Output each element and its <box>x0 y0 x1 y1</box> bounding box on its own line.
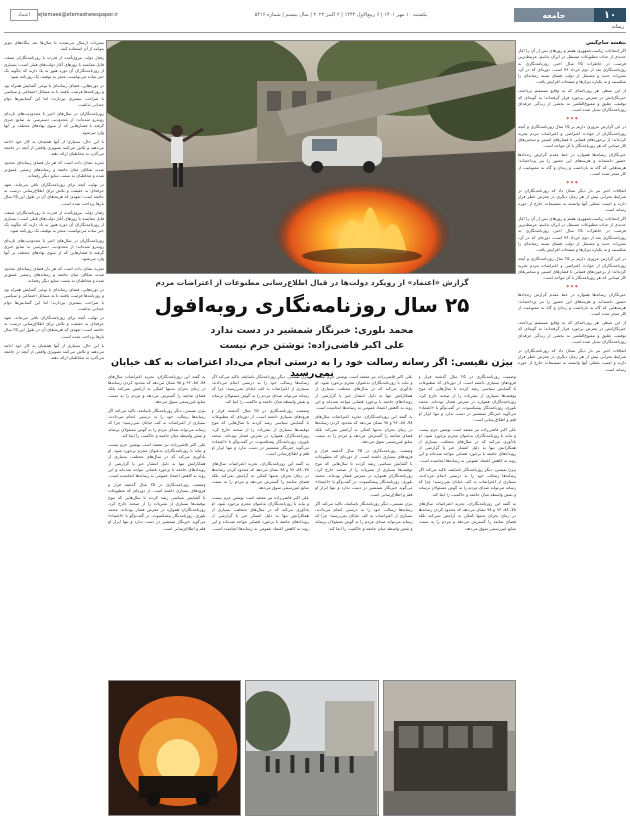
right-paragraph: اگر انتخابات ریاست‌جمهوری هفتم و روزهای پس از آن را اغاز جدیدی از حیات مطبوعات مستقل در ایران بدانیم، مرتبط‌ترین فرصت در خاطرات ۲۵ سال اخیر، روزنامه‌نگاری به روزنامه‌نگاری بعد از دوم خرداد ۷۶ است، دوره‌ای که در آن، نشریات جدید و مستقل از دولت فضای بسته رسانه‌ای را شکستند و به یکباره تیراژها و صفحات افزایش یافت. <box>518 216 626 253</box>
street-crowd-photo <box>245 680 378 816</box>
main-text-area <box>108 0 516 820</box>
article-headline: ۲۵ سال روزنامه‌نگاری روبه‌افول <box>154 293 470 317</box>
left-paragraph: تجربه نشان داده است که هر بار فضای رسانه‌ای محدود شده، شکاف میان جامعه و رسانه‌های رسمی عمیق‌تر شده و مخاطبان به سمت منابع دیگر رفته‌اند. <box>4 265 104 283</box>
body-paragraph: علی اکبر قاضی‌زاده نیز معتقد است نوشتن جرم نیست و نباید با روزنامه‌نگاران به‌عنوان مجرم برخورد شود. او یادآوری می‌کند که در سال‌های مختلف، بسیاری از همکارانش تنها به دلیل انتشار خبر یا گزارشی از رویدادهای جامعه با برخورد قضایی مواجه شده‌اند و این روند به کاهش اعتماد عمومی به رسانه‌ها انجامیده است. <box>315 374 413 411</box>
left-paragraph: در دوره‌هایی، فضای رسانه‌ای با نوعی گشایش همراه بود و روزنامه‌ها فرصت یافتند تا به مسائل اجتماعی و سیاسی با صراحت بیشتری بپردازند؛ اما این گشایش‌ها دوام چندانی نداشت. <box>4 83 104 107</box>
body-paragraph: وضعیت روزنامه‌نگاری در ۲۵ سال گذشته فراز و فرودهای بسیاری داشته است. از دوره‌ای که مطبوعات با گشایش سیاسی رشد کردند تا سال‌هایی که موج توقیف‌ها بسیاری از نشریات را از صحنه خارج کرد، روزنامه‌نگاران همواره در معرض فشار بوده‌اند. محمد بلوری، روزنامه‌نگار پیشکسوت، در گفت‌وگو با «اعتماد» می‌گوید خبرنگار شمشیر در دست ندارد و تنها ابزار او قلم و اطلاع‌رسانی است. <box>418 374 516 423</box>
burning-vehicle-photo <box>108 680 241 816</box>
article-kicker: گزارش «اعتماد» از رویکرد دولت‌ها در قبال اطلاع‌رسانی مطبوعات از اعتراضات مردم <box>155 278 469 287</box>
page-number: ۱۰ <box>594 8 626 22</box>
left-paragraph: روزنامه‌نگاران در سال‌های اخیر با محدودیت‌های تازه‌ای روبه‌رو شده‌اند؛ از محدودیت دسترسی به منابع خبری گرفته تا فشارهایی که از سوی نهادهای مختلف بر آنها وارد می‌شود. <box>4 237 104 262</box>
left-paragraph: در نهایت آنچه برای روزنامه‌نگاران باقی می‌ماند، تعهد حرفه‌ای به حقیقت و تلاش برای اطلاع‌رسانی درست به جامعه است؛ تعهدی که هزینه‌های آن در طول این ۲۵ سال بارها پرداخت شده است. <box>4 314 104 339</box>
left-paragraph: در دوره‌هایی، فضای رسانه‌ای با نوعی گشایش همراه بود و روزنامه‌ها فرصت یافتند تا به مسائل اجتماعی و سیاسی با صراحت بیشتری بپردازند؛ اما این گشایش‌ها دوام چندانی نداشت. <box>4 287 104 311</box>
left-paragraph: با این حال، بسیاری از آنها همچنان به کار خود ادامه می‌دهند و تلاش می‌کنند تصویری واقعی از آنچه در جامعه می‌گذرد به مخاطبان ارائه دهند. <box>4 342 104 361</box>
body-column <box>212 374 310 677</box>
right-paragraph: اتفاقات اخیر نیز بار دیگر نشان داد که روزنامه‌نگاران در شرایط بحرانی بیش از هر زمان دیگری در معرض خطر قرار دارند و امنیت شغلی آنها وابسته به تصمیمات خارج از حوزه رسانه است. <box>518 347 626 372</box>
body-paragraph: بیژن نفیسی، دیگر روزنامه‌نگار باسابقه، تاکید می‌کند اگر رسانه‌ها رسالت خود را به درستی انجام می‌دادند، بسیاری از اعتراضات به کف خیابان نمی‌رسید؛ چرا که رسانه می‌تواند صدای مردم را به گوش مسئولان برساند و نقش واسطه میان جامعه و حاکمیت را ایفا کند. <box>418 466 516 497</box>
separator-star-icon: ✶✶✶ <box>565 116 579 123</box>
left-paragraph: رفتار دولت بیرون‌آمده از قدرت با روزنامه‌نگاران منتقد، قابل مقایسه با روزهای آغاز دولت‌های قبلی است؛ بسیاری از روزنامه‌نگاران آن دوره هنوز به یاد دارند که چگونه یک خبر ساده می‌توانست منجر به توقیف یک روزنامه شود. <box>4 55 104 80</box>
body-paragraph: بیژن نفیسی، دیگر روزنامه‌نگار باسابقه، تاکید می‌کند اگر رسانه‌ها رسالت خود را به درستی انجام می‌دادند، بسیاری از اعتراضات به کف خیابان نمی‌رسید؛ چرا که رسانه می‌تواند صدای مردم را به گوش مسئولان برساند و نقش واسطه میان جامعه و حاکمیت را ایفا کند. <box>211 374 309 404</box>
left-paragraph: با این حال، بسیاری از آنها همچنان به کار خود ادامه می‌دهند و تلاش می‌کنند تصویری واقعی از آنچه در جامعه می‌گذرد به مخاطبان ارائه دهند. <box>4 138 104 157</box>
body-paragraph: علی اکبر قاضی‌زاده نیز معتقد است نوشتن جرم نیست و نباید با روزنامه‌نگاران به‌عنوان مجرم برخورد شود. او یادآوری می‌کند که در سال‌های مختلف، بسیاری از همکارانش تنها به دلیل انتشار خبر یا گزارشی از رویدادهای جامعه با برخورد قضایی مواجه شده‌اند و این روند به کاهش اعتماد عمومی به رسانه‌ها انجامیده است. <box>211 494 309 531</box>
subsection-label: رسانه <box>611 24 624 30</box>
body-paragraph: بیژن نفیسی، دیگر روزنامه‌نگار باسابقه، تاکید می‌کند اگر رسانه‌ها رسالت خود را به درستی انجام می‌دادند، بسیاری از اعتراضات به کف خیابان نمی‌رسید؛ چرا که رسانه می‌تواند صدای مردم را به گوش مسئولان برساند و نقش واسطه میان جامعه و حاکمیت را ایفا کند. <box>315 500 413 531</box>
left-paragraph: رفتار دولت بیرون‌آمده از قدرت با روزنامه‌نگاران منتقد، قابل مقایسه با روزهای آغاز دولت‌های قبلی است؛ بسیاری از روزنامه‌نگاران آن دوره هنوز به یاد دارند که چگونه یک خبر ساده می‌توانست منجر به توقیف یک روزنامه شود. <box>4 209 104 234</box>
left-paragraph: نشریات ارسال می‌شدند تا سال‌ها بعد بنگاه‌های موثر بتوانند از آن استفاده کنند. <box>4 40 104 52</box>
right-paragraph: خبرنگاران رسانه‌ها همواره در خط مقدم گزارش رخدادها حضور داشته‌اند و هزینه‌های این حضور را نیز پرداخته‌اند؛ هزینه‌هایی که گاه به بازداشت و زندان و گاه به ممنوعیت از کار منجر شده است. <box>518 152 626 176</box>
newspaper-logo: اعتماد <box>10 9 38 21</box>
body-paragraph: وضعیت روزنامه‌نگاری در ۲۵ سال گذشته فراز و فرودهای بسیاری داشته است. از دوره‌ای که مطبوعات با گشایش سیاسی رشد کردند تا سال‌هایی که موج توقیف‌ها بسیاری از نشریات را از صحنه خارج کرد، روزنامه‌نگاران همواره در معرض فشار بوده‌اند. محمد بلوری، روزنامه‌نگار پیشکسوت، در گفت‌وگو با «اعتماد» می‌گوید خبرنگار شمشیر در دست ندارد و تنها ابزار او قلم و اطلاع‌رسانی است. <box>211 408 309 457</box>
body-paragraph: به گفته این روزنامه‌نگاران، تجربه اعتراضات سال‌های ۷۸، ۸۸، ۹۶ و ۹۸ نشان می‌دهد که محدود کردن رسانه‌ها در زمان بحران نه‌تنها کمکی به آرامش نمی‌کند بلکه فضای شایعه را گسترش می‌دهد و مردم را به سمت منابع غیررسمی سوق می‌دهد. <box>315 414 413 445</box>
burning-vehicle-image <box>109 681 240 815</box>
right-column <box>518 40 626 814</box>
right-paragraph: از این منظر، هر روزنامه‌ای که به وقایع مستقیم پرداخته، خبرنگارانش در معرض برخورد قرار گرفته‌اند؛ به گونه‌ای که توقیف، تعلیق و ممنوع‌القلمی به بخشی از زندگی حرفه‌ای روزنامه‌نگاران تبدیل شده است. <box>518 320 626 344</box>
date-line: یکشنبه ۱۰ مهر ۱۴۰۱ | ۶ ربیع‌الاول ۱۴۴۴ | ۲ اکتبر ۲۰۲۲ | سال بیستم | شماره ۵۴۱۶ <box>254 12 428 18</box>
body-paragraph: به گفته این روزنامه‌نگاران، تجربه اعتراضات سال‌های ۷۸، ۸۸، ۹۶ و ۹۸ نشان می‌دهد که محدود کردن رسانه‌ها در زمان بحران نه‌تنها کمکی به آرامش نمی‌کند بلکه فضای شایعه را گسترش می‌دهد و مردم را به سمت منابع غیررسمی سوق می‌دهد. <box>418 500 516 531</box>
body-column <box>419 374 517 677</box>
body-paragraph: به گفته این روزنامه‌نگاران، تجربه اعتراضات سال‌های ۷۸، ۸۸، ۹۶ و ۹۸ نشان می‌دهد که محدود کردن رسانه‌ها در زمان بحران نه‌تنها کمکی به آرامش نمی‌کند بلکه فضای شایعه را گسترش می‌دهد و مردم را به سمت منابع غیررسمی سوق می‌دهد. <box>108 374 206 404</box>
article-body <box>108 374 516 677</box>
left-paragraph: تجربه نشان داده است که هر بار فضای رسانه‌ای محدود شده، شکاف میان جامعه و رسانه‌های رسمی عمیق‌تر شده و مخاطبان به سمت منابع دیگر رفته‌اند. <box>4 160 104 178</box>
article-subtitle: محمد بلوری: خبرنگار شمشیر در دست ندارد <box>210 325 414 336</box>
left-paragraph: در نهایت آنچه برای روزنامه‌نگاران باقی می‌ماند، تعهد حرفه‌ای به حقیقت و تلاش برای اطلاع‌رسانی درست به جامعه است؛ تعهدی که هزینه‌های آن در طول این ۲۵ سال بارها پرداخت شده است. <box>4 182 104 206</box>
bottom-photo-row <box>108 680 516 814</box>
body-column <box>108 374 206 677</box>
separator-star-icon: ✶✶✶ <box>565 284 579 291</box>
body-paragraph: وضعیت روزنامه‌نگاری در ۲۵ سال گذشته فراز و فرودهای بسیاری داشته است. از دوره‌ای که مطبوعات با گشایش سیاسی رشد کردند تا سال‌هایی که موج توقیف‌ها بسیاری از نشریات را از صحنه خارج کرد، روزنامه‌نگاران همواره در معرض فشار بوده‌اند. محمد بلوری، روزنامه‌نگار پیشکسوت، در گفت‌وگو با «اعتماد» می‌گوید خبرنگار شمشیر در دست ندارد و تنها ابزار او قلم و اطلاع‌رسانی است. <box>315 448 413 497</box>
article-subtitle: علی اکبر قاضی‌زاده: نوشتن جرم نیست <box>219 340 405 351</box>
right-paragraph: خبرنگاران رسانه‌ها همواره در خط مقدم گزارش رخدادها حضور داشته‌اند و هزینه‌های این حضور را نیز پرداخته‌اند؛ هزینه‌هایی که گاه به بازداشت و زندان و گاه به ممنوعیت از کار منجر شده است. <box>518 292 626 316</box>
left-column <box>4 40 104 814</box>
author-kicker: بنفشه سام‌گیس <box>586 40 626 46</box>
body-column <box>315 374 413 677</box>
section-email[interactable]: ejtemaee@etemadnewspaper.ir <box>38 12 118 18</box>
article-subtitle: بیژن نفیسی: اگر رسانه رسالت خود را به درستی انجام می‌داد اعتراضات به کف خیابان نمی‌رسید <box>111 357 513 379</box>
body-paragraph: به گفته این روزنامه‌نگاران، تجربه اعتراضات سال‌های ۷۸، ۸۸، ۹۶ و ۹۸ نشان می‌دهد که محدود کردن رسانه‌ها در زمان بحران نه‌تنها کمکی به آرامش نمی‌کند بلکه فضای شایعه را گسترش می‌دهد و مردم را به سمت منابع غیررسمی سوق می‌دهد. <box>211 460 309 491</box>
separator-star-icon: ✶✶✶ <box>565 180 579 187</box>
body-paragraph: وضعیت روزنامه‌نگاری در ۲۵ سال گذشته فراز و فرودهای بسیاری داشته است. از دوره‌ای که مطبوعات با گشایش سیاسی رشد کردند تا سال‌هایی که موج توقیف‌ها بسیاری از نشریات را از صحنه خارج کرد، روزنامه‌نگاران همواره در معرض فشار بوده‌اند. محمد بلوری، روزنامه‌نگار پیشکسوت، در گفت‌وگو با «اعتماد» می‌گوید خبرنگار شمشیر در دست ندارد و تنها ابزار او قلم و اطلاع‌رسانی است. <box>108 482 206 531</box>
right-paragraph: در این گزارش مروری داریم بر ۲۵ سال روزنامه‌نگاری و آنچه روزنامه‌نگاران از حوادث اعتراضی و اعتراضات مردم تجربه کرده‌اند؛ از برخوردهای قضایی تا فشارهای امنیتی و سختی‌های کار میدانی که هر روزنامه‌نگار با آن مواجه است. <box>518 124 626 149</box>
right-paragraph: از این منظر، هر روزنامه‌ای که به وقایع مستقیم پرداخته، خبرنگارانش در معرض برخورد قرار گرفته‌اند؛ به گونه‌ای که توقیف، تعلیق و ممنوع‌القلمی به بخشی از زندگی حرفه‌ای روزنامه‌نگاران تبدیل شده است. <box>518 88 626 113</box>
body-paragraph: علی اکبر قاضی‌زاده نیز معتقد است نوشتن جرم نیست و نباید با روزنامه‌نگاران به‌عنوان مجرم برخورد شود. او یادآوری می‌کند که در سال‌های مختلف، بسیاری از همکارانش تنها به دلیل انتشار خبر یا گزارشی از رویدادهای جامعه با برخورد قضایی مواجه شده‌اند و این روند به کاهش اعتماد عمومی به رسانه‌ها انجامیده است. <box>108 442 206 479</box>
right-paragraph: در این گزارش مروری داریم بر ۲۵ سال روزنامه‌نگاری و آنچه روزنامه‌نگاران از حوادث اعتراضی و اعتراضات مردم تجربه کرده‌اند؛ از برخوردهای قضایی تا فشارهای امنیتی و سختی‌های کار میدانی که هر روزنامه‌نگار با آن مواجه است. <box>518 256 626 280</box>
right-paragraph: اتفاقات اخیر نیز بار دیگر نشان داد که روزنامه‌نگاران در شرایط بحرانی بیش از هر زمان دیگری در معرض خطر قرار دارند و امنیت شغلی آنها وابسته به تصمیمات خارج از حوزه رسانه است. <box>518 188 626 212</box>
body-paragraph: علی اکبر قاضی‌زاده نیز معتقد است نوشتن جرم نیست و نباید با روزنامه‌نگاران به‌عنوان مجرم برخورد شود. او یادآوری می‌کند که در سال‌های مختلف، بسیاری از همکارانش تنها به دلیل انتشار خبر یا گزارشی از رویدادهای جامعه با برخورد قضایی مواجه شده‌اند و این روند به کاهش اعتماد عمومی به رسانه‌ها انجامیده است. <box>418 426 516 463</box>
street-crowd-image <box>246 681 377 815</box>
right-paragraph: اگر انتخابات ریاست‌جمهوری هفتم و روزهای پس از آن را اغاز جدیدی از حیات مطبوعات مستقل در ایران بدانیم، مرتبط‌ترین فرصت در خاطرات ۲۵ سال اخیر، روزنامه‌نگاری به روزنامه‌نگاری بعد از دوم خرداد ۷۶ است، دوره‌ای که در آن، نشریات جدید و مستقل از دولت فضای بسته رسانه‌ای را شکستند و به یکباره تیراژها و صفحات افزایش یافت. <box>518 48 626 85</box>
burned-bus-image <box>384 681 515 815</box>
section-title: جامعه <box>514 8 594 22</box>
body-paragraph: بیژن نفیسی، دیگر روزنامه‌نگار باسابقه، تاکید می‌کند اگر رسانه‌ها رسالت خود را به درستی انجام می‌دادند، بسیاری از اعتراضات به کف خیابان نمی‌رسید؛ چرا که رسانه می‌تواند صدای مردم را به گوش مسئولان برساند و نقش واسطه میان جامعه و حاکمیت را ایفا کند. <box>108 408 206 438</box>
left-paragraph: روزنامه‌نگاران در سال‌های اخیر با محدودیت‌های تازه‌ای روبه‌رو شده‌اند؛ از محدودیت دسترسی به منابع خبری گرفته تا فشارهایی که از سوی نهادهای مختلف بر آنها وارد می‌شود. <box>4 111 104 135</box>
burned-bus-photo <box>383 680 516 816</box>
